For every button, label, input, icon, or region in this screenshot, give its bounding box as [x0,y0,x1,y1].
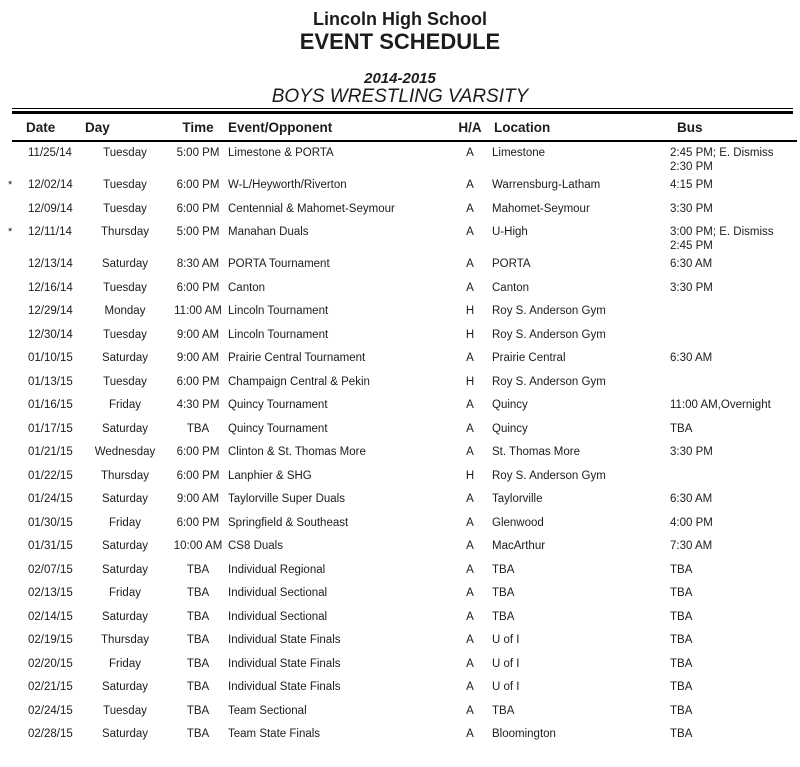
row-asterisk-flag [4,347,24,371]
column-header-event-opponent: Event/Opponent [228,120,333,135]
cell-location: TBA [492,704,515,717]
row-asterisk-flag [4,277,24,301]
cell-location: TBA [492,563,515,576]
cell-time: 9:00 AM [176,493,220,505]
cell-bus: TBA [670,634,693,646]
table-row [4,512,800,536]
cell-time: 4:30 PM [176,399,220,411]
cell-bus: 6:30 AM [670,258,713,270]
cell-event-opponent: Quincy Tournament [228,422,328,435]
cell-bus: 3:30 PM [670,446,713,458]
column-header-bus: Bus [677,120,703,135]
column-header-home-away: H/A [458,120,482,135]
row-asterisk-flag [4,465,24,489]
cell-home-away: H [465,328,475,341]
cell-day: Saturday [101,258,149,270]
row-asterisk-flag [4,142,24,174]
cell-bus: 2:45 PM; E. Dismiss 2:30 PM [670,147,774,173]
cell-date: 02/13/15 [28,587,73,599]
cell-time: 10:00 AM [173,540,223,552]
cell-date: 01/10/15 [28,352,73,364]
cell-time: 6:00 PM [176,516,220,529]
table-header-row [4,114,800,140]
cell-event-opponent: Champaign Central & Pekin [228,375,370,388]
title-block [0,0,800,107]
cell-event-opponent: CS8 Duals [228,540,283,552]
row-asterisk-flag [4,418,24,442]
row-asterisk-flag [4,559,24,583]
cell-day: Monday [104,305,146,317]
cell-date: 02/14/15 [28,610,73,623]
cell-day: Saturday [101,493,149,505]
cell-event-opponent: Prairie Central Tournament [228,352,366,364]
cell-location: TBA [492,587,515,599]
cell-home-away: A [466,258,474,270]
cell-event-opponent: Centennial & Mahomet-Seymour [228,202,395,215]
cell-time: 11:00 AM [174,305,222,317]
cell-day: Friday [109,516,141,529]
cell-time: 8:30 AM [176,258,220,270]
cell-location: U-High [492,226,528,238]
cell-bus: TBA [670,681,693,693]
team-label: BOYS WRESTLING VARSITY [271,86,529,107]
page-title: EVENT SCHEDULE [299,29,501,54]
cell-home-away: A [466,399,474,411]
cell-location: U of I [492,634,520,646]
cell-date: 01/22/15 [28,469,73,482]
cell-location: Roy S. Anderson Gym [492,375,606,388]
row-asterisk-flag [4,488,24,512]
cell-home-away: A [466,226,474,238]
cell-bus: 7:30 AM [670,540,713,552]
cell-date: 01/24/15 [28,493,73,505]
cell-day: Friday [109,399,141,411]
cell-date: 01/17/15 [28,422,73,435]
cell-location: U of I [492,657,520,670]
table-row [4,535,800,559]
cell-event-opponent: Individual State Finals [228,634,341,646]
cell-bus: 4:15 PM [670,179,713,191]
row-asterisk-flag [4,253,24,277]
cell-event-opponent: Springfield & Southeast [228,516,349,529]
cell-date: 02/28/15 [28,728,73,740]
table-row [4,606,800,630]
cell-event-opponent: Limestone & PORTA [228,147,334,159]
cell-day: Saturday [101,422,149,435]
cell-bus [662,371,797,395]
cell-event-opponent: Quincy Tournament [228,399,328,411]
cell-location: Glenwood [492,516,544,529]
table-row [4,300,800,324]
cell-location: Limestone [492,147,546,159]
row-asterisk-flag [4,582,24,606]
cell-time: TBA [186,563,210,576]
table-row [4,198,800,222]
cell-home-away: A [466,657,474,670]
cell-bus: 3:00 PM; E. Dismiss 2:45 PM [670,226,774,252]
table-row [4,324,800,348]
cell-time: TBA [186,587,210,599]
cell-date: 12/29/14 [28,305,73,317]
cell-event-opponent: PORTA Tournament [228,258,330,270]
table-row [4,723,800,747]
cell-location: U of I [492,681,520,693]
cell-date: 12/02/14 [28,179,73,191]
cell-date: 11/25/14 [28,147,72,159]
cell-time: 6:00 PM [176,375,220,388]
row-asterisk-flag [4,512,24,536]
cell-day: Tuesday [103,179,147,191]
cell-time: TBA [186,681,210,693]
cell-home-away: A [466,147,474,159]
row-asterisk-flag [4,535,24,559]
table-row [4,465,800,489]
cell-location: Quincy [492,399,528,411]
row-asterisk-flag [4,676,24,700]
cell-day: Tuesday [103,375,147,388]
row-asterisk-flag: * [8,226,13,238]
cell-event-opponent: Individual Sectional [228,610,328,623]
cell-home-away: A [466,422,474,435]
school-name: Lincoln High School [313,9,487,29]
cell-time: 6:00 PM [176,446,220,458]
row-asterisk-flag [4,441,24,465]
cell-day: Friday [109,657,141,670]
cell-event-opponent: Team Sectional [228,704,307,717]
table-row [4,629,800,653]
row-asterisk-flag: * [8,179,13,191]
cell-event-opponent: Individual Sectional [228,587,328,599]
cell-home-away: A [466,202,474,215]
cell-event-opponent: Individual State Finals [228,681,341,693]
row-asterisk-flag [4,371,24,395]
cell-day: Saturday [101,352,149,364]
cell-day: Thursday [101,634,149,646]
cell-day: Tuesday [103,328,147,341]
cell-bus [662,465,797,489]
row-asterisk-flag [4,653,24,677]
table-row [4,653,800,677]
cell-home-away: A [466,446,474,458]
cell-event-opponent: Lincoln Tournament [228,305,329,317]
cell-home-away: H [465,375,475,388]
cell-event-opponent: Clinton & St. Thomas More [228,446,366,458]
cell-time: TBA [186,704,210,717]
cell-home-away: A [466,634,474,646]
cell-location: Roy S. Anderson Gym [492,305,606,317]
cell-home-away: A [466,179,474,191]
cell-date: 12/13/14 [28,258,73,270]
cell-date: 02/24/15 [28,704,73,717]
cell-event-opponent: Individual State Finals [228,657,341,670]
cell-bus: TBA [670,704,693,717]
cell-event-opponent: Team State Finals [228,728,321,740]
cell-day: Tuesday [103,704,147,717]
table-row [4,418,800,442]
cell-location: Roy S. Anderson Gym [492,469,606,482]
column-header-day: Day [85,120,110,135]
cell-date: 02/20/15 [28,657,73,670]
cell-bus: 6:30 AM [670,352,713,364]
cell-date: 01/31/15 [28,540,73,552]
cell-bus: TBA [670,422,693,435]
cell-time: TBA [186,634,210,646]
cell-date: 01/21/15 [28,446,73,458]
cell-time: TBA [186,657,210,670]
cell-event-opponent: Lanphier & SHG [228,469,312,482]
cell-day: Saturday [101,728,149,740]
cell-time: 6:00 PM [176,469,220,482]
cell-location: Quincy [492,422,528,435]
cell-bus: 3:30 PM [670,202,713,215]
table-row [4,371,800,395]
row-asterisk-flag [4,606,24,630]
cell-time: TBA [186,610,210,623]
cell-time: 5:00 PM [176,226,220,238]
cell-location: TBA [492,610,515,623]
cell-home-away: A [466,563,474,576]
cell-home-away: A [466,493,474,505]
cell-location: PORTA [492,258,531,270]
table-row [4,559,800,583]
cell-day: Thursday [101,469,149,482]
cell-day: Saturday [101,681,149,693]
cell-bus: TBA [670,728,693,740]
row-asterisk-flag [4,300,24,324]
table-row [4,676,800,700]
cell-location: St. Thomas More [492,446,580,458]
cell-time: 6:00 PM [176,179,220,191]
table-row [4,174,800,198]
column-header-location: Location [494,120,551,135]
cell-bus: TBA [670,610,693,623]
cell-day: Tuesday [103,281,147,294]
cell-home-away: A [466,704,474,717]
cell-day: Friday [109,587,141,599]
cell-event-opponent: W-L/Heyworth/Riverton [228,179,347,191]
cell-date: 12/16/14 [28,281,73,294]
cell-location: Bloomington [492,728,556,740]
column-header-date: Date [26,120,56,135]
cell-bus [662,300,797,324]
cell-location: Prairie Central [492,352,566,364]
cell-date: 12/09/14 [28,202,73,215]
cell-date: 01/16/15 [28,399,73,411]
cell-event-opponent: Manahan Duals [228,226,309,238]
cell-day: Thursday [101,226,149,238]
cell-time: 5:00 PM [176,147,220,159]
cell-day: Tuesday [103,202,147,215]
table-row [4,582,800,606]
cell-day: Tuesday [103,147,147,159]
cell-home-away: A [466,281,474,294]
cell-home-away: A [466,610,474,623]
cell-day: Saturday [101,610,149,623]
cell-date: 02/19/15 [28,634,73,646]
cell-home-away: A [466,352,474,364]
cell-date: 01/13/15 [28,375,73,388]
cell-bus: 3:30 PM [670,281,713,294]
cell-bus [662,324,797,348]
cell-time: TBA [186,422,210,435]
cell-bus: TBA [670,563,693,576]
cell-location: Mahomet-Seymour [492,202,590,215]
row-asterisk-flag [4,700,24,724]
table-row [4,277,800,301]
season-label: 2014-2015 [364,70,436,87]
cell-day: Saturday [101,563,149,576]
cell-time: 6:00 PM [176,281,220,294]
cell-day: Wednesday [94,446,156,458]
cell-event-opponent: Lincoln Tournament [228,328,329,341]
cell-day: Saturday [101,540,149,552]
cell-location: Warrensburg-Latham [492,179,601,191]
cell-bus: 11:00 AM,Overnight [670,399,771,411]
cell-date: 12/11/14 [28,226,72,238]
cell-date: 01/30/15 [28,516,73,529]
row-asterisk-flag [4,629,24,653]
table-row [4,700,800,724]
cell-bus: TBA [670,587,693,599]
cell-event-opponent: Individual Regional [228,563,326,576]
cell-location: Taylorville [492,493,543,505]
table-row [4,221,800,253]
cell-date: 02/07/15 [28,563,73,576]
cell-time: 9:00 AM [176,328,220,341]
cell-home-away: H [465,469,475,482]
header-flag-spacer [4,114,24,140]
row-asterisk-flag [4,723,24,747]
cell-time: 6:00 PM [176,202,220,215]
schedule-table-body [0,142,800,747]
cell-location: Roy S. Anderson Gym [492,328,606,341]
cell-location: Canton [492,281,530,294]
cell-date: 02/21/15 [28,681,73,693]
column-header-time: Time [182,120,214,135]
row-asterisk-flag [4,324,24,348]
cell-home-away: A [466,540,474,552]
row-asterisk-flag [4,198,24,222]
cell-bus: 4:00 PM [670,516,713,529]
table-row [4,347,800,371]
cell-event-opponent: Taylorville Super Duals [228,493,345,505]
row-asterisk-flag [4,394,24,418]
cell-home-away: A [466,516,474,529]
cell-home-away: A [466,681,474,693]
cell-time: TBA [186,728,210,740]
cell-location: MacArthur [492,540,546,552]
cell-bus: 6:30 AM [670,493,713,505]
cell-home-away: H [465,305,475,317]
cell-date: 12/30/14 [28,328,73,341]
table-row [4,394,800,418]
cell-event-opponent: Canton [228,281,266,294]
table-row [4,488,800,512]
table-row [4,253,800,277]
table-row [4,441,800,465]
cell-home-away: A [466,587,474,599]
cell-bus: TBA [670,657,693,670]
cell-time: 9:00 AM [176,352,220,364]
cell-home-away: A [466,728,474,740]
table-row [4,142,800,174]
